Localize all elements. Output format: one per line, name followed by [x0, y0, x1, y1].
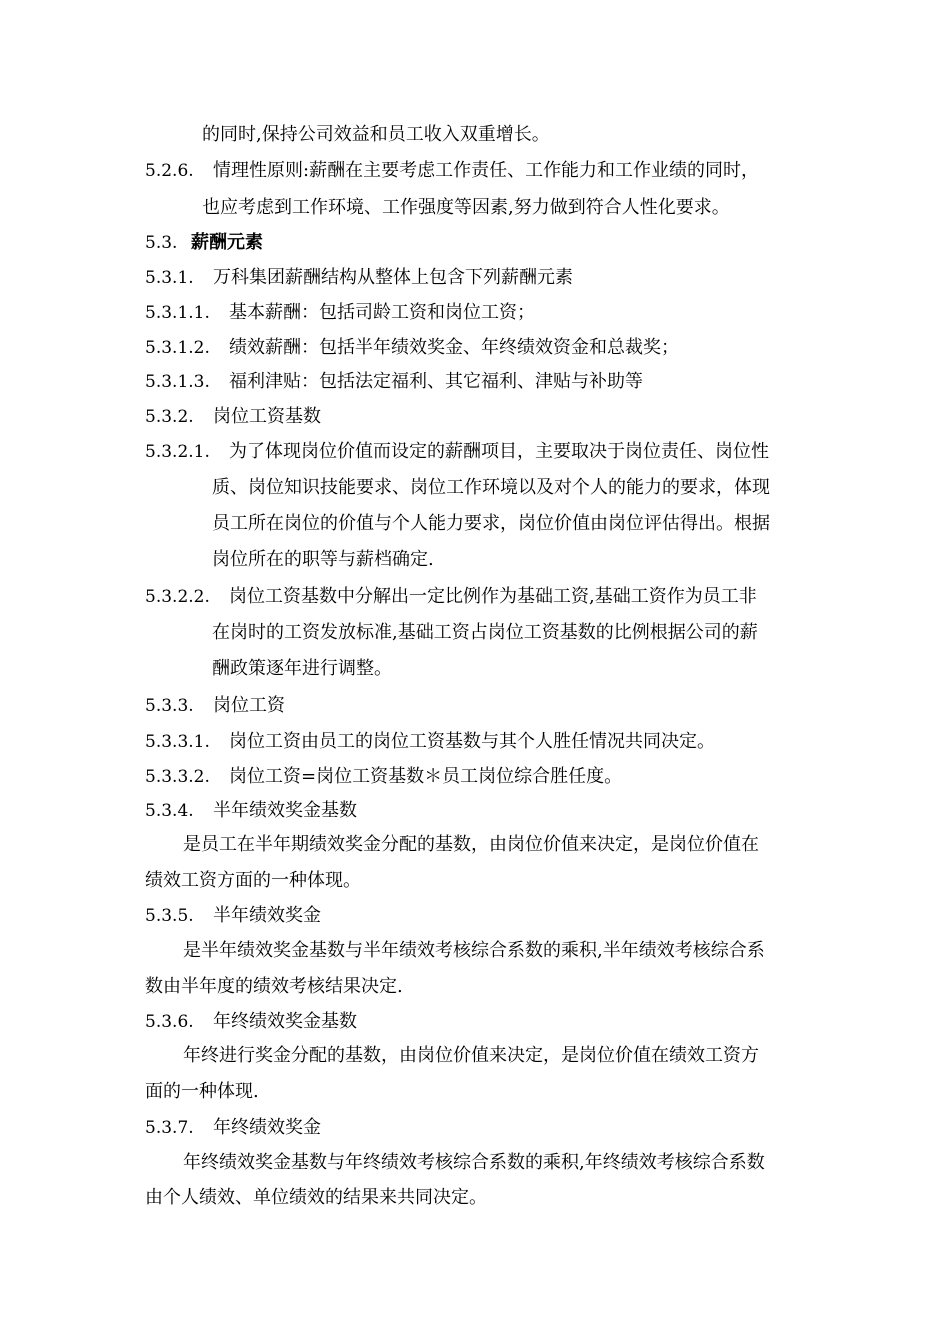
- paragraph-line: 酬政策逐年进行调整。: [212, 658, 392, 679]
- section-number: 5.3.3.1.: [145, 732, 210, 752]
- section-number: 5.3.6.: [145, 1012, 194, 1032]
- paragraph-line: 员工所在岗位的价值与个人能力要求，岗位价值由岗位评估得出。根据: [212, 513, 770, 534]
- paragraph-line: 也应考虑到工作环境、工作强度等因素,努力做到符合人性化要求。: [202, 197, 730, 218]
- paragraph-line: 年终绩效奖金基数与年终绩效考核综合系数的乘积,年终绩效考核综合系数: [183, 1152, 765, 1173]
- paragraph-line: 年终进行奖金分配的基数，由岗位价值来决定，是岗位价值在绩效工资方: [183, 1045, 759, 1066]
- paragraph-line: 岗位工资: [213, 695, 285, 716]
- paragraph-line: 质、岗位知识技能要求、岗位工作环境以及对个人的能力的要求，体现: [212, 477, 770, 498]
- section-number: 5.3.3.: [145, 696, 194, 716]
- paragraph-line: 岗位工资由员工的岗位工资基数与其个人胜任情况共同决定。: [229, 731, 715, 752]
- paragraph-line: 岗位所在的职等与薪档确定.: [212, 549, 434, 570]
- paragraph-line: 为了体现岗位价值而设定的薪酬项目，主要取决于岗位责任、岗位性: [229, 441, 769, 462]
- section-number: 5.3.: [145, 233, 178, 253]
- paragraph-line: 福利津贴：包括法定福利、其它福利、津贴与补助等: [229, 371, 643, 392]
- paragraph-line: 岗位工资=岗位工资基数＊员工岗位综合胜任度。: [229, 766, 623, 787]
- paragraph-line: 岗位工资基数中分解出一定比例作为基础工资,基础工资作为员工非: [229, 586, 757, 607]
- paragraph-line: 年终绩效奖金基数: [213, 1011, 357, 1032]
- section-number: 5.3.7.: [145, 1118, 194, 1138]
- paragraph-line: 万科集团薪酬结构从整体上包含下列薪酬元素: [213, 267, 573, 288]
- paragraph-line: 基本薪酬：包括司龄工资和岗位工资；: [229, 302, 535, 323]
- section-heading: 薪酬元素: [191, 232, 263, 253]
- section-number: 5.3.1.1.: [145, 303, 210, 323]
- paragraph-line: 绩效薪酬：包括半年绩效奖金、年终绩效资金和总裁奖；: [229, 337, 679, 358]
- section-number: 5.3.2.1.: [145, 442, 210, 462]
- paragraph-line: 由个人绩效、单位绩效的结果来共同决定。: [145, 1187, 487, 1208]
- section-number: 5.3.5.: [145, 906, 194, 926]
- paragraph-line: 情理性原则:薪酬在主要考虑工作责任、工作能力和工作业绩的同时，: [213, 160, 760, 181]
- paragraph-line: 的同时,保持公司效益和员工收入双重增长。: [202, 124, 550, 145]
- paragraph-line: 半年绩效奖金基数: [213, 800, 357, 821]
- paragraph-line: 在岗时的工资发放标准,基础工资占岗位工资基数的比例根据公司的薪: [212, 622, 758, 643]
- section-number: 5.2.6.: [145, 161, 194, 181]
- section-number: 5.3.3.2.: [145, 767, 210, 787]
- section-number: 5.3.2.: [145, 407, 194, 427]
- paragraph-line: 半年绩效奖金: [213, 905, 321, 926]
- section-number: 5.3.1.2.: [145, 338, 210, 358]
- paragraph-line: 是员工在半年期绩效奖金分配的基数，由岗位价值来决定，是岗位价值在: [183, 834, 759, 855]
- section-number: 5.3.1.3.: [145, 372, 210, 392]
- paragraph-line: 面的一种体现.: [145, 1081, 259, 1102]
- paragraph-line: 绩效工资方面的一种体现。: [145, 870, 361, 891]
- section-number: 5.3.2.2.: [145, 587, 210, 607]
- paragraph-line: 年终绩效奖金: [213, 1117, 321, 1138]
- section-number: 5.3.1.: [145, 268, 194, 288]
- section-number: 5.3.4.: [145, 801, 194, 821]
- paragraph-line: 岗位工资基数: [213, 406, 321, 427]
- paragraph-line: 数由半年度的绩效考核结果决定.: [145, 976, 403, 997]
- paragraph-line: 是半年绩效奖金基数与半年绩效考核综合系数的乘积,半年绩效考核综合系: [183, 940, 765, 961]
